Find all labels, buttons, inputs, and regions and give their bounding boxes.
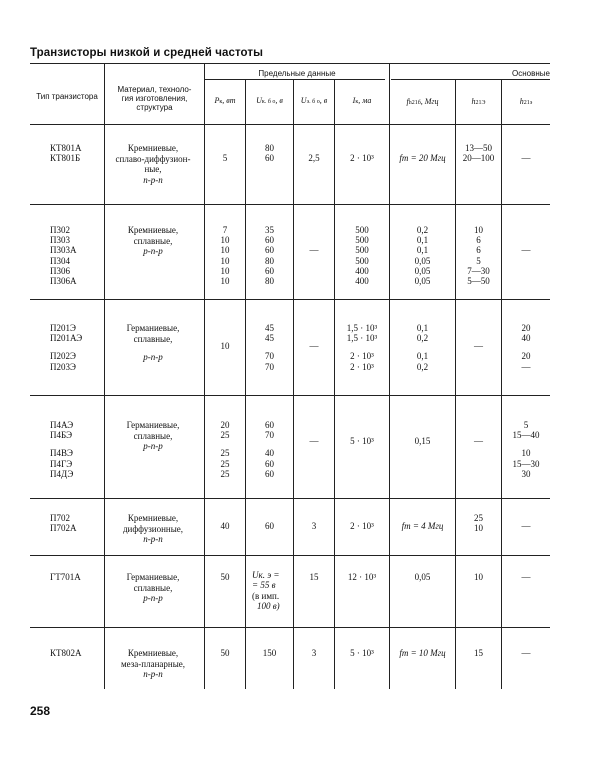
- pk-cell: 5: [222, 153, 228, 163]
- type-cell: П304: [50, 255, 70, 266]
- pk-cell: 40: [220, 521, 230, 531]
- group-rule-left: [205, 79, 385, 80]
- type-cell: П702А: [50, 523, 77, 534]
- type-cell: П4ВЭ: [50, 448, 73, 459]
- type-cell: П202Э: [50, 351, 76, 362]
- f-cell: 0,05: [414, 572, 431, 582]
- type-list: [50, 513, 77, 533]
- row-rule-2: [30, 299, 550, 300]
- material-cell: Германиевые, сплавные, p-n-p: [126, 323, 180, 363]
- pk-cell: 7 10 10 10 10 10: [220, 225, 230, 287]
- page-number: 258: [30, 704, 51, 718]
- col-rule-7: [455, 80, 456, 689]
- header-bottom-rule: [30, 124, 550, 125]
- material-cell: Кремниевые, диффузионные, n-p-n: [122, 513, 184, 545]
- h21e-2-cell: —: [521, 648, 531, 658]
- header-material-line: структура: [136, 103, 173, 112]
- header-limits-group: Предельные данные: [258, 69, 336, 78]
- type-list: [50, 420, 73, 479]
- material-cell: Германиевые, сплавные, p-n-p: [126, 420, 180, 452]
- h21e-cell: —: [474, 436, 483, 446]
- pk-cell: 50: [220, 648, 230, 658]
- row-rule-4: [30, 498, 550, 499]
- header-ukb: Uк. б о, в: [256, 96, 283, 105]
- f-cell: fт = 10 Мгц: [399, 648, 446, 658]
- material-cell: Кремниевые, меза-планарные, n-p-n: [120, 648, 186, 680]
- header-ik: Iк, ма: [352, 96, 372, 105]
- header-material: [105, 85, 204, 112]
- ik-cell: 2 · 10³: [350, 153, 374, 163]
- type-cell: П201АЭ: [50, 333, 83, 344]
- type-cell: КТ801Б: [50, 153, 81, 164]
- ueb-cell: 3: [311, 648, 317, 658]
- pk-cell: 10: [220, 341, 230, 351]
- type-cell: П4БЭ: [50, 430, 73, 441]
- type-cell: П306А: [50, 276, 77, 287]
- header-ueb: Uэ. б о, в: [300, 96, 328, 105]
- type-list: [50, 572, 81, 582]
- col-rule-3: [245, 80, 246, 689]
- col-rule-8: [501, 80, 502, 689]
- h21e-2-cell: —: [521, 572, 531, 582]
- ik-cell: 5 · 10³: [350, 436, 374, 446]
- f-cell: 0,1 0,2 0,1 0,2: [416, 323, 429, 372]
- ueb-cell: —: [309, 436, 319, 446]
- ik-cell: 12 · 10³: [347, 572, 377, 582]
- ueb-cell: 2,5: [308, 153, 320, 163]
- ukb-cell: 60: [265, 521, 274, 531]
- h21e-cell: 10: [474, 572, 483, 582]
- type-list: [50, 143, 82, 163]
- f-cell: fт = 4 Мгц: [401, 521, 444, 531]
- header-f: fh21б, Мгц: [406, 97, 439, 106]
- type-cell: П4ГЭ: [50, 458, 73, 469]
- row-rule-1: [30, 204, 550, 205]
- header-pk: Pк, вт: [214, 96, 236, 105]
- ueb-cell: 3: [311, 521, 317, 531]
- type-cell: П4ДЭ: [50, 468, 74, 479]
- header-type: Тип транзистора: [36, 92, 98, 101]
- ik-cell: 5 · 10³: [350, 648, 374, 658]
- ueb-cell: —: [309, 341, 319, 351]
- type-cell: П302: [50, 225, 70, 235]
- col-rule-5: [334, 80, 335, 689]
- h21e-2-cell: —: [521, 153, 531, 163]
- ueb-cell: —: [309, 245, 319, 255]
- row-rule-5: [30, 555, 550, 556]
- type-cell: П201Э: [50, 323, 76, 333]
- header-main-group: Основные: [512, 69, 550, 78]
- ukb-cell: 150: [262, 648, 277, 658]
- h21e-2-cell: —: [521, 245, 531, 255]
- pk-cell: 50: [220, 572, 230, 582]
- h21e-2-cell: 5 15—40 10 15—30 30: [512, 420, 540, 479]
- ukb-cell: Uк. э = = 55 в (в имп. 100 в): [252, 570, 280, 612]
- ueb-cell: 15: [309, 572, 319, 582]
- type-cell: П303: [50, 235, 70, 246]
- group-rule-right: [391, 79, 550, 80]
- h21e-cell: 15: [474, 648, 483, 658]
- type-cell: КТ802А: [50, 648, 82, 658]
- material-cell: Германиевые, сплавные, p-n-p: [126, 572, 180, 604]
- type-list: [50, 225, 77, 286]
- f-cell: 0,2 0,1 0,1 0,05 0,05 0,05: [414, 225, 431, 287]
- pk-cell: 20 25 25 25 25: [220, 420, 230, 479]
- row-rule-6: [30, 627, 550, 628]
- type-cell: П4АЭ: [50, 420, 74, 430]
- ukb-cell: 35 60 60 80 60 80: [265, 225, 274, 287]
- type-list: [50, 648, 82, 658]
- ik-cell: 500 500 500 500 400 400: [355, 225, 369, 287]
- ik-cell: 1,5 · 10³ 1,5 · 10³ 2 · 10³ 2 · 10³: [346, 323, 378, 372]
- ukb-cell: 60 70 40 60 60: [265, 420, 274, 479]
- h21e-2-cell: —: [521, 521, 531, 531]
- type-cell: П306: [50, 265, 70, 276]
- type-cell: П203Э: [50, 361, 76, 372]
- header-h21e: h21Э: [471, 97, 486, 106]
- row-rule-3: [30, 395, 550, 396]
- material-cell: Кремниевые, сплавные, p-n-p: [127, 225, 179, 257]
- type-cell: П702: [50, 513, 70, 523]
- f-cell: fт = 20 Мгц: [399, 153, 446, 163]
- table-top-rule: [30, 63, 550, 64]
- type-cell: КТ801А: [50, 143, 82, 153]
- page-title: Транзисторы низкой и средней частоты: [30, 47, 264, 59]
- h21e-cell: 10 6 6 5 7—30 5—50: [467, 225, 490, 287]
- material-cell: Кремниевые, сплаво-диффузион- ные, n-p-n: [115, 143, 191, 185]
- h21e-cell: 13—50 20—100: [462, 143, 495, 164]
- f-cell: 0,15: [414, 436, 431, 446]
- type-list: [50, 323, 82, 372]
- ik-cell: 2 · 10³: [350, 521, 374, 531]
- header-material-line: Материал, техноло-: [117, 85, 192, 94]
- ukb-cell: 45 45 70 70: [265, 323, 274, 372]
- h21e-cell: —: [474, 341, 483, 351]
- header-material-line: гия изготовления,: [121, 94, 188, 103]
- type-cell: ГТ701А: [50, 572, 81, 582]
- header-h21e-2: h21э: [519, 97, 533, 106]
- ukb-cell: 80 60: [265, 143, 274, 164]
- h21e-cell: 25 10: [474, 513, 483, 534]
- h21e-2-cell: 20 40 20 —: [521, 323, 531, 372]
- type-cell: П303А: [50, 245, 77, 256]
